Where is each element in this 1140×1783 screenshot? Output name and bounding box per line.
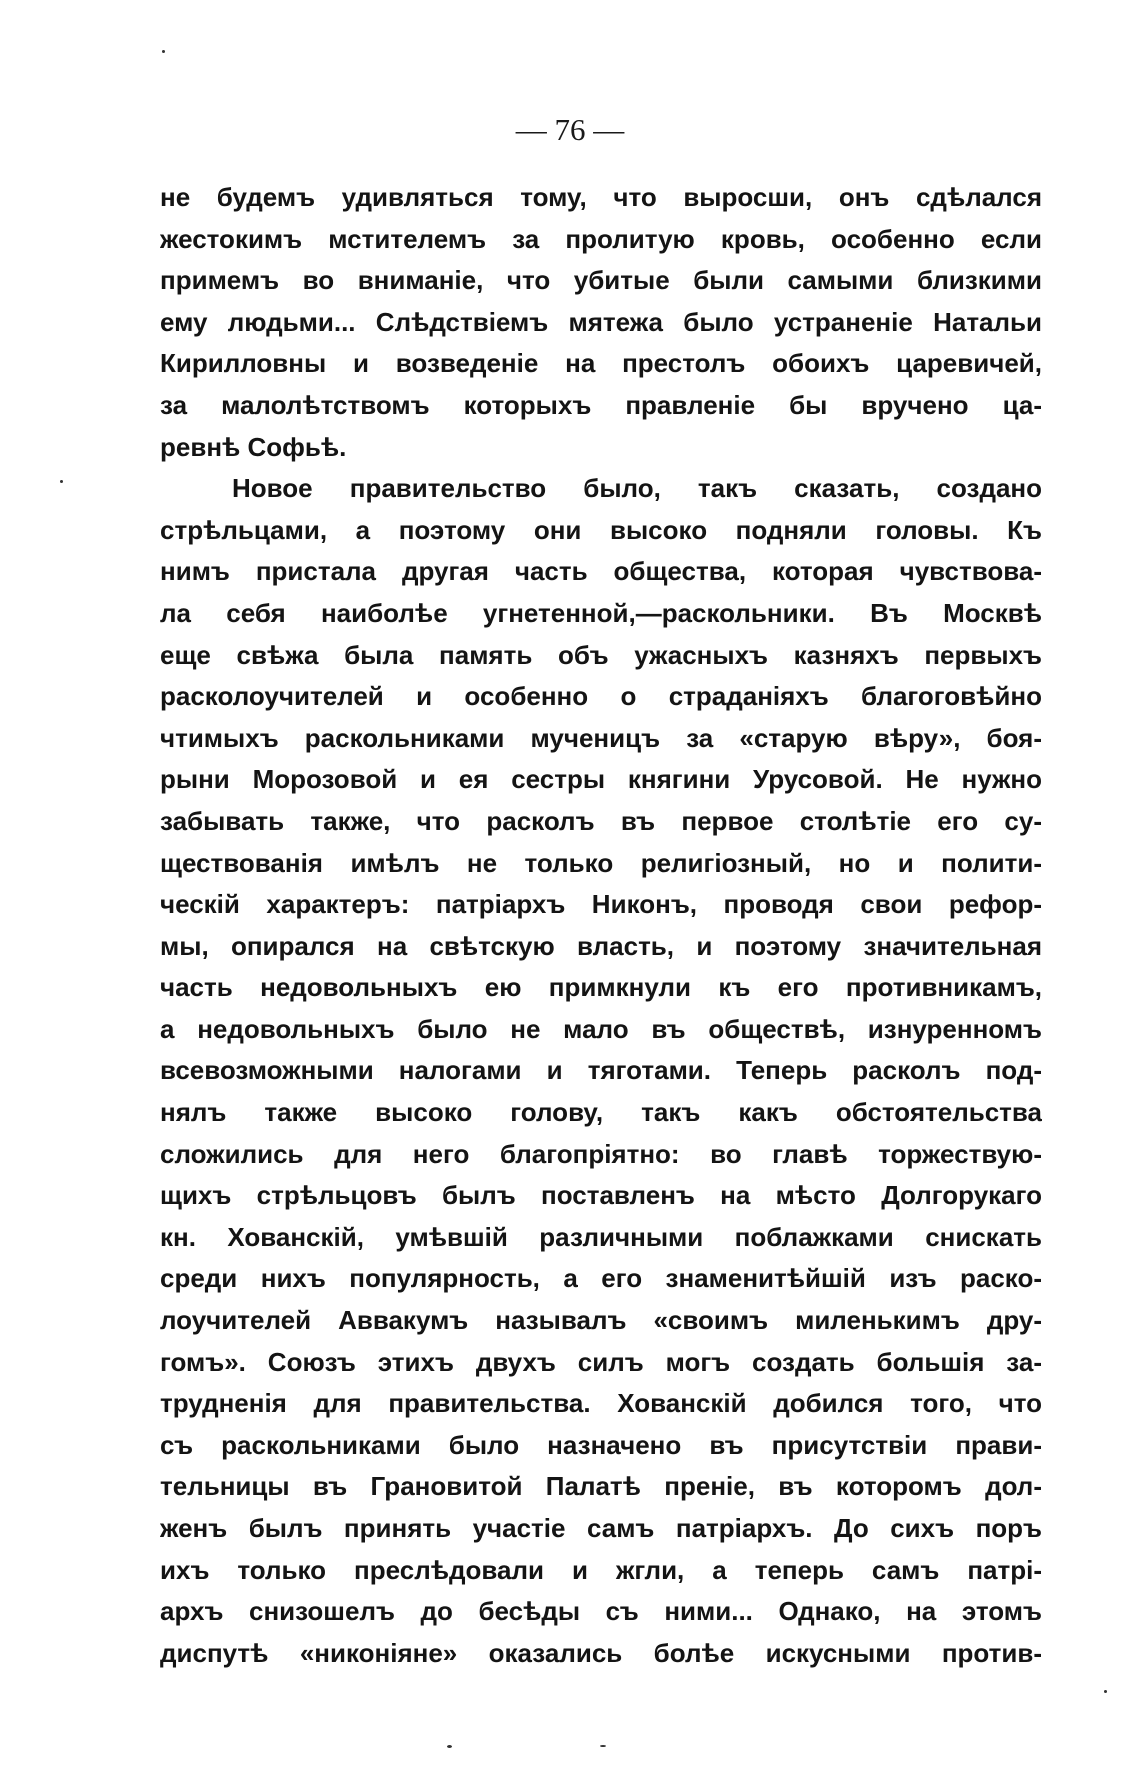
- text-line: нимъ пристала другая часть общества, которая чувствова-: [160, 556, 1042, 587]
- text-line: трудненія для правительства. Хованскій добился того, что: [160, 1388, 1042, 1419]
- text-line: часть недовольныхъ ею примкнули къ его противникамъ,: [160, 972, 1042, 1003]
- text-line: сложились для него благопріятно: во главѣ торжествую-: [160, 1138, 1042, 1169]
- text-line: ревнѣ Софьѣ.: [160, 431, 347, 462]
- text-line: ихъ только преслѣдовали и жгли, а теперь самъ патрі-: [160, 1554, 1042, 1585]
- text-line: всевозможными налогами и тяготами. Теперь расколъ под-: [160, 1055, 1042, 1086]
- text-line: лоучителей Аввакумъ называлъ «своимъ миленькимъ дру-: [160, 1305, 1042, 1336]
- scan-speck: [162, 50, 165, 53]
- text-line: еще свѣжа была память объ ужасныхъ казняхъ первыхъ: [160, 639, 1042, 670]
- text-line: среди нихъ популярность, а его знаменитѣйшій изъ раско-: [160, 1263, 1042, 1294]
- text-line: за малолѣтствомъ которыхъ правленіе бы вручено ца-: [160, 389, 1042, 420]
- scan-speck: [60, 480, 63, 483]
- page-number: — 76 —: [515, 112, 625, 147]
- text-line: архъ снизошелъ до бесѣды съ ними... Однако, на этомъ: [160, 1596, 1042, 1627]
- scan-speck: [1104, 1690, 1107, 1693]
- text-line: съ раскольниками было назначено въ присутствіи прави-: [160, 1429, 1042, 1460]
- text-line: женъ былъ принять участіе самъ патріархъ. До сихъ поръ: [160, 1513, 1042, 1543]
- text-line: не будемъ удивляться тому, что выросши, онъ сдѣлался: [160, 182, 1042, 212]
- text-line: рыни Морозовой и ея сестры княгини Урусовой. Не нужно: [160, 764, 1042, 795]
- body-text: [160, 177, 1042, 1674]
- text-line: мы, опирался на свѣтскую власть, и поэтому значительная: [160, 930, 1042, 961]
- text-line: гомъ». Союзъ этихъ двухъ силъ могъ создать большія за-: [160, 1346, 1042, 1377]
- text-line: ческій характеръ: патріархъ Никонъ, проводя свои рефор-: [160, 889, 1042, 920]
- text-line: ла себя наиболѣе угнетенной,—раскольники. Въ Москвѣ: [160, 597, 1042, 628]
- text-line: кн. Хованскій, умѣвшій различными поблажками снискать: [160, 1221, 1042, 1252]
- text-line: жестокимъ мстителемъ за пролитую кровь, особенно если: [160, 223, 1042, 254]
- paragraph-2: [160, 468, 1042, 1674]
- text-line: тельницы въ Грановитой Палатѣ преніе, въ которомъ дол-: [160, 1471, 1042, 1502]
- text-line: стрѣльцами, а поэтому они высоко подняли головы. Къ: [160, 514, 1042, 545]
- text-line: щихъ стрѣльцовъ былъ поставленъ на мѣсто Долгорукаго: [160, 1180, 1042, 1211]
- text-line: диспутѣ «никоніяне» оказались болѣе искусными против-: [160, 1637, 1042, 1668]
- text-line: чтимыхъ раскольниками мученицъ за «старую вѣру», боя-: [160, 722, 1042, 753]
- text-line: забывать также, что расколъ въ первое столѣтіе его су-: [160, 805, 1042, 836]
- text-line: нялъ также высоко голову, такъ какъ обстоятельства: [160, 1097, 1042, 1128]
- scan-speck: [600, 1745, 606, 1747]
- text-line: Новое правительство было, такъ сказать, создано: [232, 473, 1042, 504]
- paragraph-1: [160, 177, 1042, 468]
- text-line: а недовольныхъ было не мало въ обществѣ, изнуренномъ: [160, 1013, 1042, 1044]
- text-line: Кирилловны и возведеніе на престолъ обоихъ царевичей,: [160, 348, 1042, 379]
- text-line: примемъ во вниманіе, что убитые были самыми близкими: [160, 265, 1042, 296]
- text-line: ществованія имѣлъ не только религіозный, но и полити-: [160, 847, 1042, 878]
- scan-speck: [447, 1745, 452, 1748]
- text-line: расколоучителей и особенно о страданіяхъ благоговѣйно: [160, 681, 1042, 712]
- text-line: ему людьми... Слѣдствіемъ мятежа было устраненіе Натальи: [160, 306, 1042, 337]
